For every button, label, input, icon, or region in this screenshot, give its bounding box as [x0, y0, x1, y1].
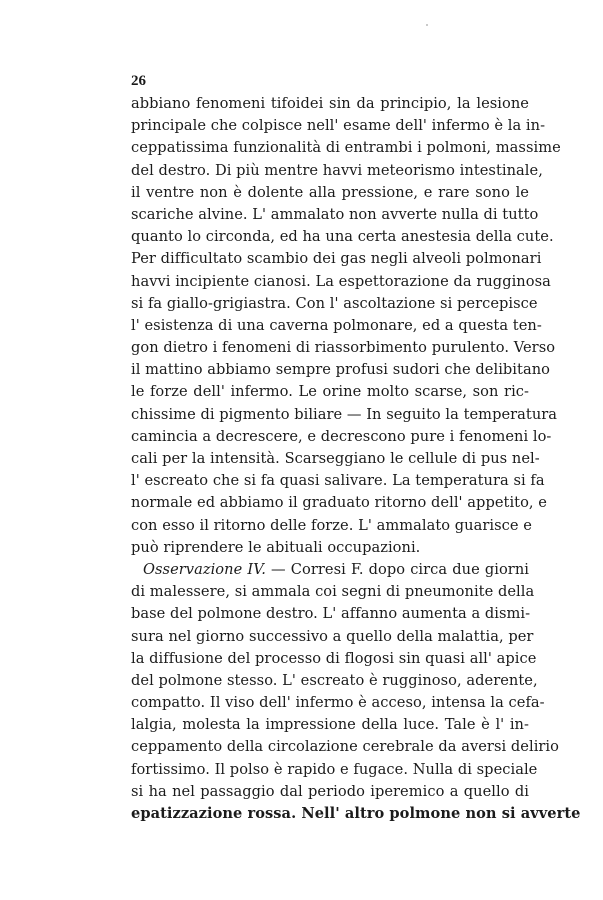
text-line: epatizzazione rossa. Nell' altro polmone non si avverte: [131, 805, 581, 822]
text-line: Per difficultato scambio dei gas negli alveoli polmonari: [131, 250, 542, 268]
text-line: l' escreato che si fa quasi salivare. La temperatura si fa: [131, 472, 545, 490]
text-line: principale che colpisce nell' esame dell' infermo è la in-: [131, 117, 546, 135]
text-line: del polmone stesso. L' escreato è rugginoso, aderente,: [131, 671, 538, 689]
text-line: del destro. Di più mentre havvi meteorismo intestinale,: [131, 161, 543, 179]
text-line: havvi incipiente cianosi. La espettorazione da rugginosa: [131, 272, 551, 290]
observation-first-line: [131, 559, 529, 581]
text-line: camincia a decrescere, e decrescono pure i fenomeni lo-: [131, 427, 552, 445]
text-line: il ventre non è dolente alla pressione, e rare sono le: [131, 183, 529, 201]
text-line: base del polmone destro. L' affanno aumenta a dismi-: [131, 605, 531, 623]
text-line: ceppamento della circolazione cerebrale da aversi delirio: [131, 738, 559, 756]
text-line: compatto. Il viso dell' infermo è acceso, intensa la cefa-: [131, 694, 545, 712]
text-line: l' esistenza di una caverna polmonare, ed a questa ten-: [131, 316, 542, 334]
text-line: chissime di pigmento biliare — In seguito la temperatura: [131, 405, 558, 423]
text-line: sura nel giorno successivo a quello della malattia, per: [131, 627, 534, 645]
body-text: [131, 93, 581, 825]
text-line: le forze dell' infermo. Le orine molto scarse, son ric-: [131, 383, 529, 401]
text-line: si ha nel passaggio dal periodo iperemico a quello di: [131, 782, 529, 800]
text-line: può riprendere le abituali occupazioni.: [131, 538, 421, 556]
text-line: fortissimo. Il polso è rapido e fugace. Nulla di speciale: [131, 760, 538, 778]
observation-heading: Osservazione IV.: [143, 560, 266, 578]
text-line: cali per la intensità. Scarseggiano le cellule di pus nel-: [131, 450, 540, 467]
text-line: con esso il ritorno delle forze. L' ammalato guarisce e: [131, 516, 532, 534]
text-line: quanto lo circonda, ed ha una certa anestesia della cute.: [131, 228, 554, 246]
text-line: scariche alvine. L' ammalato non avverte nulla di tutto: [131, 205, 539, 223]
text-line: lalgia, molesta la impressione della luce. Tale è l' in-: [131, 716, 529, 734]
observation-first-line-text: — Corresi F. dopo circa due giorni: [265, 560, 530, 578]
text-line: la diffusione del processo di flogosi sin quasi all' apice: [131, 649, 537, 667]
text-line: ceppatissima funzionalità di entrambi i polmoni, massime: [131, 139, 561, 157]
text-line: si fa giallo-grigiastra. Con l' ascoltazione si percepisce: [131, 294, 538, 312]
text-line: il mattino abbiamo sempre profusi sudori che delibitano: [131, 361, 550, 379]
speck-mark: [426, 24, 428, 26]
text-line: gon dietro i fenomeni di riassorbimento purulento. Verso: [131, 339, 556, 357]
page-number: 26: [131, 73, 146, 89]
text-line: di malessere, si ammala coi segni di pneumonite della: [131, 583, 535, 601]
text-line: normale ed abbiamo il graduato ritorno dell' appetito, e: [131, 494, 547, 512]
text-line: abbiano fenomeni tifoidei sin da principio, la lesione: [131, 95, 529, 112]
